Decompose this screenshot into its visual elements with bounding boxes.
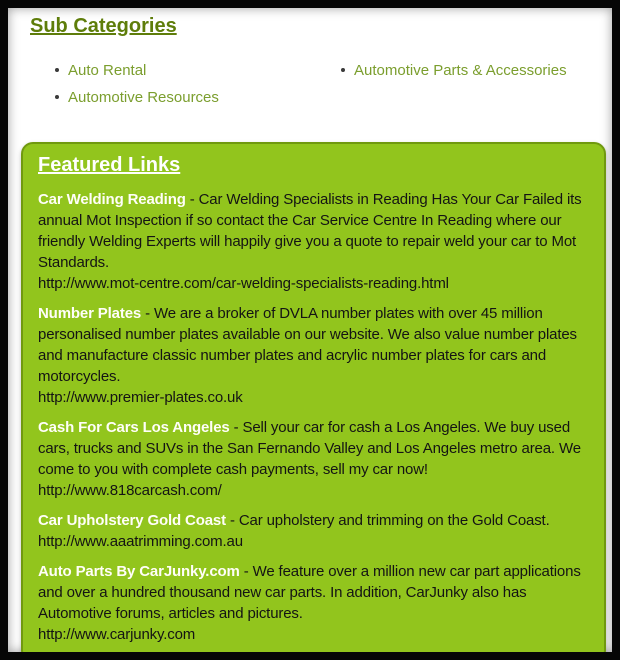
featured-entry: [38, 189, 588, 294]
subcategory-item: [55, 90, 341, 105]
subcategory-link-automotive-parts-accessories[interactable]: Automotive Parts & Accessories: [354, 62, 567, 79]
featured-entry: [38, 510, 588, 552]
featured-entry-url[interactable]: http://www.mot-centre.com/car-welding-specialists-reading.html: [38, 275, 449, 292]
featured-links-heading: Featured Links: [38, 154, 181, 176]
featured-entry-title-link[interactable]: Number Plates: [38, 305, 142, 322]
featured-entry: [38, 561, 588, 645]
featured-entry-description: - We feature over a million new car part applications and over a hundred thousand new car parts. In addition, CarJunky also has Automotive forums, articles and pictures.: [38, 563, 581, 622]
featured-entry-url[interactable]: http://www.premier-plates.co.uk: [38, 389, 243, 406]
subcategories-list: [55, 63, 612, 117]
subcategories-heading: Sub Categories: [30, 15, 177, 37]
featured-entry-description: - Car upholstery and trimming on the Gold Coast.: [225, 512, 550, 529]
bullet-icon: [55, 95, 59, 99]
subcategories-left-column: [55, 63, 341, 117]
subcategory-link-automotive-resources[interactable]: Automotive Resources: [68, 89, 219, 106]
bullet-icon: [341, 68, 345, 72]
featured-entry-title-link[interactable]: Car Upholstery Gold Coast: [38, 512, 226, 529]
subcategories-right-column: [341, 63, 612, 117]
featured-entry-title-link[interactable]: Auto Parts By CarJunky.com: [38, 563, 240, 580]
featured-entry-title-link[interactable]: Car Welding Reading: [38, 191, 186, 208]
featured-links-panel: [21, 142, 606, 660]
featured-entry-url[interactable]: http://www.aaatrimming.com.au: [38, 533, 243, 550]
featured-entry-title-link[interactable]: Cash For Cars Los Angeles: [38, 419, 230, 436]
featured-entry-url[interactable]: http://www.carjunky.com: [38, 626, 196, 643]
subcategory-item: [55, 63, 341, 78]
featured-entry: [38, 303, 588, 408]
featured-entry-url[interactable]: http://www.818carcash.com/: [38, 482, 222, 499]
bullet-icon: [55, 68, 59, 72]
featured-entry-description: - We are a broker of DVLA number plates with over 45 million personalised number plates available on our website. We also value number plates and manufacture classic number plates and acrylic number plates for cars and motorcycles.: [38, 305, 577, 385]
subcategory-item: [341, 63, 612, 78]
featured-entry: [38, 417, 588, 501]
subcategory-link-auto-rental[interactable]: Auto Rental: [68, 62, 147, 79]
featured-entry-description: - Car Welding Specialists in Reading Has Your Car Failed its annual Mot Inspection if so contact the Car Service Centre In Reading where our friendly Welding Experts will happily give you a quote to repair weld your car to Mot Standards.: [38, 191, 582, 271]
featured-entry-description: - Sell your car for cash a Los Angeles. We buy used cars, trucks and SUVs in the San Fernando Valley and Los Angeles metro area. We come to you with complete cash payments, sell my car now!: [38, 419, 581, 478]
